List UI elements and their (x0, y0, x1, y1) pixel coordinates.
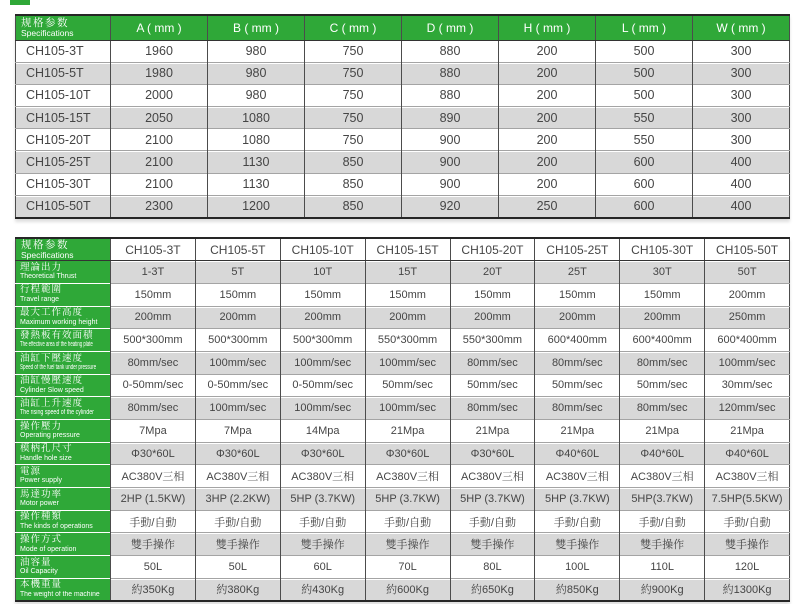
model-column-header: CH105-5T (195, 238, 280, 261)
dimension-value-cell: 980 (208, 40, 305, 62)
dimension-value-cell: 880 (402, 62, 499, 84)
spec-value-cell: 約1300Kg (705, 578, 790, 601)
spec-value-cell: 約900Kg (620, 578, 705, 601)
spec-value-cell: 雙手操作 (450, 533, 535, 556)
spec-value-cell: AC380V三相 (450, 465, 535, 488)
spec-value-cell: 約650Kg (450, 578, 535, 601)
spec-row-label (16, 442, 111, 465)
spec-row-label (16, 533, 111, 556)
spec-row-label-zh: 模柄孔尺寸 (20, 443, 73, 455)
dimension-value-cell: 1130 (208, 151, 305, 173)
spec-value-cell: 50mm/sec (620, 374, 705, 397)
spec-value-cell: AC380V三相 (280, 465, 365, 488)
spec-value-cell: 手動/自動 (195, 510, 280, 533)
spec-value-cell: 雙手操作 (365, 533, 450, 556)
dimension-value-cell: 980 (208, 84, 305, 106)
table-row (16, 173, 790, 195)
spec-value-cell: 21Mpa (705, 420, 790, 443)
spec-value-cell: 80mm/sec (535, 397, 620, 420)
spec-row-label-en: Maximum working height (20, 318, 98, 326)
spec-value-cell: 0-50mm/sec (111, 374, 196, 397)
dimension-value-cell: 880 (402, 40, 499, 62)
spec-row-label-en: Mode of operation (20, 545, 77, 553)
dimension-value-cell: 400 (693, 151, 790, 173)
spec-row-label-zh: 油缸上升速度 (20, 397, 84, 409)
spec-value-cell: AC380V三相 (365, 465, 450, 488)
dimension-value-cell: 550 (596, 129, 693, 151)
specifications-table (15, 237, 790, 602)
model-name-cell: CH105-5T (16, 62, 111, 84)
spec-value-cell: 雙手操作 (195, 533, 280, 556)
dimension-value-cell: 1980 (111, 62, 208, 84)
spec-row-label (16, 420, 111, 443)
spec-value-cell: 80mm/sec (450, 351, 535, 374)
spec-value-cell: 70L (365, 556, 450, 579)
spec-row-label-en: Cylinder Slow speed (20, 386, 84, 394)
table-row (16, 151, 790, 173)
model-column-header: CH105-3T (111, 238, 196, 261)
model-column-header: CH105-50T (705, 238, 790, 261)
spec-row-label-en: Oil Capacity (20, 568, 58, 576)
spec-value-cell: 500*300mm (111, 329, 196, 352)
spec-value-cell: 2HP (1.5KW) (111, 488, 196, 511)
dimension-value-cell: 600 (596, 173, 693, 195)
table-row (16, 420, 790, 443)
spec-value-cell: 150mm (365, 283, 450, 306)
spec-value-cell: 雙手操作 (705, 533, 790, 556)
spec-row-label-zh: 油缸慢壓速度 (20, 375, 84, 387)
spec-value-cell: 0-50mm/sec (195, 374, 280, 397)
spec-value-cell: 約350Kg (111, 578, 196, 601)
dimension-value-cell: 200 (499, 107, 596, 129)
spec-value-cell: 80mm/sec (450, 397, 535, 420)
spec-value-cell: 150mm (620, 283, 705, 306)
dimensions-table-header (16, 15, 790, 40)
spec-value-cell: 100mm/sec (280, 351, 365, 374)
dimension-value-cell: 1960 (111, 40, 208, 62)
dimension-value-cell: 750 (305, 62, 402, 84)
spec-value-cell: 50L (195, 556, 280, 579)
spec-row-label (16, 329, 111, 352)
model-column-header: CH105-25T (535, 238, 620, 261)
spec-value-cell: Φ30*60L (195, 442, 280, 465)
spec-value-cell: 50mm/sec (535, 374, 620, 397)
spec-value-cell: 100mm/sec (195, 351, 280, 374)
spec-value-cell: 5HP(3.7KW) (620, 488, 705, 511)
spec-value-cell: 200mm (705, 283, 790, 306)
dimension-value-cell: 850 (305, 195, 402, 217)
spec-value-cell: 7Mpa (111, 420, 196, 443)
spec-value-cell: 21Mpa (365, 420, 450, 443)
spec-value-cell: 150mm (280, 283, 365, 306)
dimension-value-cell: 890 (402, 107, 499, 129)
spec-value-cell: 手動/自動 (620, 510, 705, 533)
spec-value-cell: AC380V三相 (620, 465, 705, 488)
corner-label-en: Specifications (21, 27, 74, 38)
dimension-value-cell: 980 (208, 62, 305, 84)
dimension-column-header: B ( mm ) (208, 15, 305, 40)
spec-row-label-en: The kinds of operations (20, 522, 93, 530)
dimensions-table (15, 14, 790, 219)
spec-value-cell: 600*400mm (705, 329, 790, 352)
spec-value-cell: Φ30*60L (280, 442, 365, 465)
model-name-cell: CH105-25T (16, 151, 111, 173)
spec-value-cell: 30mm/sec (705, 374, 790, 397)
spec-value-cell: 50mm/sec (450, 374, 535, 397)
spec-value-cell: 雙手操作 (620, 533, 705, 556)
dimension-value-cell: 850 (305, 151, 402, 173)
dimension-value-cell: 850 (305, 173, 402, 195)
spec-value-cell: AC380V三相 (195, 465, 280, 488)
spec-value-cell: 14Mpa (280, 420, 365, 443)
dimension-value-cell: 900 (402, 151, 499, 173)
dimension-value-cell: 500 (596, 40, 693, 62)
dimension-value-cell: 400 (693, 195, 790, 217)
table-row (16, 351, 790, 374)
spec-value-cell: 約600Kg (365, 578, 450, 601)
dimension-value-cell: 1080 (208, 107, 305, 129)
spec-row-label-en: Power supply (20, 477, 63, 485)
dimension-value-cell: 600 (596, 151, 693, 173)
spec-value-cell: 約850Kg (535, 578, 620, 601)
spec-row-label (16, 306, 111, 329)
spec-value-cell: Φ30*60L (365, 442, 450, 465)
spec-row-label (16, 510, 111, 533)
dimension-value-cell: 550 (596, 107, 693, 129)
table-row (16, 283, 790, 306)
spec-row-label-zh: 本機重量 (20, 579, 63, 591)
spec-value-cell: 50T (705, 261, 790, 284)
specifications-table-body (16, 261, 790, 601)
model-name-cell: CH105-30T (16, 173, 111, 195)
spec-value-cell: 5T (195, 261, 280, 284)
dimension-value-cell: 300 (693, 62, 790, 84)
dimension-value-cell: 300 (693, 107, 790, 129)
dimension-column-header: A ( mm ) (111, 15, 208, 40)
dimension-value-cell: 500 (596, 84, 693, 106)
spec-value-cell: Φ40*60L (705, 442, 790, 465)
spec-value-cell: 200mm (111, 306, 196, 329)
model-name-cell: CH105-10T (16, 84, 111, 106)
dimension-value-cell: 1130 (208, 173, 305, 195)
spec-row-label-en: Operating pressure (20, 432, 80, 440)
table-row (16, 261, 790, 284)
spec-value-cell: 80mm/sec (111, 397, 196, 420)
spec-value-cell: 1-3T (111, 261, 196, 284)
dimension-value-cell: 500 (596, 62, 693, 84)
spec-value-cell: 5HP (3.7KW) (535, 488, 620, 511)
spec-row-label (16, 374, 111, 397)
dimension-value-cell: 920 (402, 195, 499, 217)
model-name-cell: CH105-15T (16, 107, 111, 129)
dimension-value-cell: 750 (305, 129, 402, 151)
dimension-column-header: L ( mm ) (596, 15, 693, 40)
spec-value-cell: 0-50mm/sec (280, 374, 365, 397)
spec-value-cell: 手動/自動 (365, 510, 450, 533)
spec-row-label (16, 488, 111, 511)
spec-value-cell: 100mm/sec (365, 397, 450, 420)
table-row (16, 40, 790, 62)
table-row (16, 62, 790, 84)
dimension-value-cell: 750 (305, 84, 402, 106)
spec-value-cell: 110L (620, 556, 705, 579)
spec-value-cell: 60L (280, 556, 365, 579)
dimension-value-cell: 200 (499, 40, 596, 62)
spec-value-cell: 15T (365, 261, 450, 284)
spec-value-cell: 80mm/sec (620, 397, 705, 420)
dimension-value-cell: 300 (693, 129, 790, 151)
spec-value-cell: 100mm/sec (705, 351, 790, 374)
spec-row-label-zh: 油缸下壓速度 (20, 352, 84, 364)
dimension-column-header: C ( mm ) (305, 15, 402, 40)
spec-value-cell: 500*300mm (280, 329, 365, 352)
table-row (16, 129, 790, 151)
spec-value-cell: 手動/自動 (535, 510, 620, 533)
table-row (16, 195, 790, 217)
spec-value-cell: Φ30*60L (111, 442, 196, 465)
spec-value-cell: 200mm (620, 306, 705, 329)
dimension-value-cell: 300 (693, 40, 790, 62)
spec-value-cell: 200mm (450, 306, 535, 329)
spec-value-cell: 雙手操作 (535, 533, 620, 556)
model-name-cell: CH105-3T (16, 40, 111, 62)
spec-value-cell: 100mm/sec (280, 397, 365, 420)
spec-value-cell: 150mm (450, 283, 535, 306)
spec-value-cell: 手動/自動 (280, 510, 365, 533)
dimension-value-cell: 900 (402, 129, 499, 151)
spec-value-cell: 150mm (195, 283, 280, 306)
spec-value-cell: 600*400mm (620, 329, 705, 352)
dimension-value-cell: 2100 (111, 129, 208, 151)
green-corner-mark (10, 0, 30, 5)
spec-value-cell: 30T (620, 261, 705, 284)
spec-value-cell: 50L (111, 556, 196, 579)
spec-value-cell: 雙手操作 (280, 533, 365, 556)
spec-value-cell: 80mm/sec (111, 351, 196, 374)
spec-value-cell: 手動/自動 (111, 510, 196, 533)
spec-value-cell: 550*300mm (450, 329, 535, 352)
spec-value-cell: 3HP (2.2KW) (195, 488, 280, 511)
table-row (16, 442, 790, 465)
spec-value-cell: AC380V三相 (111, 465, 196, 488)
dimension-column-header: H ( mm ) (499, 15, 596, 40)
spec-row-label-zh: 最大工作高度 (20, 307, 84, 319)
spec-value-cell: 20T (450, 261, 535, 284)
spec-value-cell: 100mm/sec (195, 397, 280, 420)
dimension-column-header: W ( mm ) (693, 15, 790, 40)
spec-row-label (16, 351, 111, 374)
table-row (16, 374, 790, 397)
dimension-value-cell: 1080 (208, 129, 305, 151)
dimension-value-cell: 880 (402, 84, 499, 106)
spec-value-cell: 120L (705, 556, 790, 579)
dimension-column-header: D ( mm ) (402, 15, 499, 40)
header-row (16, 238, 790, 261)
spec-value-cell: 150mm (111, 283, 196, 306)
spec-value-cell: 雙手操作 (111, 533, 196, 556)
spec-value-cell: 100L (535, 556, 620, 579)
table-row (16, 488, 790, 511)
spec-value-cell: Φ30*60L (450, 442, 535, 465)
spec-row-label-en: The rising speed of the cylinder (20, 409, 94, 417)
model-column-header: CH105-30T (620, 238, 705, 261)
spec-value-cell: 5HP (3.7KW) (365, 488, 450, 511)
spec-value-cell: 5HP (3.7KW) (280, 488, 365, 511)
dimension-value-cell: 2100 (111, 151, 208, 173)
spec-value-cell: 約430Kg (280, 578, 365, 601)
spec-value-cell: 500*300mm (195, 329, 280, 352)
spec-row-label-zh: 馬達功率 (20, 488, 63, 500)
spec-value-cell: 80L (450, 556, 535, 579)
spec-row-label (16, 578, 111, 601)
spec-value-cell: 200mm (365, 306, 450, 329)
spec-value-cell: 200mm (280, 306, 365, 329)
spec-value-cell: 80mm/sec (535, 351, 620, 374)
dimension-value-cell: 200 (499, 129, 596, 151)
dimension-value-cell: 200 (499, 84, 596, 106)
spec-value-cell: 21Mpa (450, 420, 535, 443)
spec-row-label-zh: 行程範圍 (20, 284, 63, 296)
dimension-value-cell: 600 (596, 195, 693, 217)
specifications-table-header (16, 238, 790, 261)
table-row (16, 578, 790, 601)
spec-value-cell: 100mm/sec (365, 351, 450, 374)
header-row (16, 15, 790, 40)
spec-row-label-zh: 油容量 (20, 556, 52, 568)
spec-row-label (16, 283, 111, 306)
dimension-value-cell: 250 (499, 195, 596, 217)
table-corner-header (16, 15, 111, 40)
spec-row-label-en: Theoretical Thrust (20, 273, 77, 281)
dimension-value-cell: 900 (402, 173, 499, 195)
spec-row-label (16, 397, 111, 420)
spec-row-label-zh: 理論出力 (20, 261, 63, 273)
spec-row-label-zh: 操作種類 (20, 511, 63, 523)
spec-value-cell: 7.5HP(5.5KW) (705, 488, 790, 511)
spec-value-cell: 25T (535, 261, 620, 284)
model-column-header: CH105-15T (365, 238, 450, 261)
dimensions-table-body (16, 40, 790, 218)
dimension-value-cell: 200 (499, 173, 596, 195)
spec-value-cell: 21Mpa (620, 420, 705, 443)
spec-value-cell: 21Mpa (535, 420, 620, 443)
spec-row-label-en: Travel range (20, 295, 60, 303)
spec-value-cell: 約380Kg (195, 578, 280, 601)
spec-row-label-zh: 發熱板有效面積 (20, 329, 94, 341)
dimension-value-cell: 2300 (111, 195, 208, 217)
table-row (16, 306, 790, 329)
spec-value-cell: Φ40*60L (535, 442, 620, 465)
spec-row-label-zh: 操作壓力 (20, 420, 63, 432)
table-row (16, 510, 790, 533)
table-row (16, 397, 790, 420)
model-name-cell: CH105-20T (16, 129, 111, 151)
spec-value-cell: 5HP (3.7KW) (450, 488, 535, 511)
table-row (16, 533, 790, 556)
spec-value-cell: AC380V三相 (705, 465, 790, 488)
model-column-header: CH105-20T (450, 238, 535, 261)
model-name-cell: CH105-50T (16, 195, 111, 217)
corner-label-zh: 规格参数 (21, 16, 69, 29)
spec-value-cell: Φ40*60L (620, 442, 705, 465)
spec-row-label (16, 465, 111, 488)
spec-value-cell: 50mm/sec (365, 374, 450, 397)
spec-row-label-zh: 電源 (20, 465, 42, 477)
table-row (16, 465, 790, 488)
spec-value-cell: AC380V三相 (535, 465, 620, 488)
dimension-value-cell: 2100 (111, 173, 208, 195)
table-row (16, 556, 790, 579)
corner-label-zh: 规格参数 (21, 238, 69, 251)
spec-value-cell: 手動/自動 (705, 510, 790, 533)
spec-value-cell: 250mm (705, 306, 790, 329)
spec-row-label-en: Handle hole size (20, 454, 72, 462)
dimension-value-cell: 2000 (111, 84, 208, 106)
dimension-value-cell: 200 (499, 62, 596, 84)
spec-value-cell: 120mm/sec (705, 397, 790, 420)
spec-row-label-en: The weight of the machine (20, 590, 100, 598)
dimension-value-cell: 1200 (208, 195, 305, 217)
table-row (16, 84, 790, 106)
spec-value-cell: 200mm (195, 306, 280, 329)
dimension-value-cell: 200 (499, 151, 596, 173)
dimension-value-cell: 400 (693, 173, 790, 195)
spec-value-cell: 80mm/sec (620, 351, 705, 374)
table-row (16, 107, 790, 129)
spec-value-cell: 600*400mm (535, 329, 620, 352)
dimension-value-cell: 750 (305, 107, 402, 129)
dimension-value-cell: 750 (305, 40, 402, 62)
spec-row-label-en: Speed of the fuel tank under pressure (20, 364, 97, 372)
spec-value-cell: 7Mpa (195, 420, 280, 443)
spec-row-label (16, 261, 111, 284)
spec-value-cell: 150mm (535, 283, 620, 306)
spec-value-cell: 200mm (535, 306, 620, 329)
corner-label-en: Specifications (21, 249, 74, 260)
spec-row-label-en: Motor power (20, 500, 59, 508)
spec-row-label-zh: 操作方式 (20, 534, 63, 546)
table-corner-header (16, 238, 111, 261)
spec-value-cell: 10T (280, 261, 365, 284)
spec-value-cell: 550*300mm (365, 329, 450, 352)
model-column-header: CH105-10T (280, 238, 365, 261)
dimension-value-cell: 2050 (111, 107, 208, 129)
spec-row-label-en: The effective area of the heating plate (20, 341, 93, 349)
dimension-value-cell: 300 (693, 84, 790, 106)
table-row (16, 329, 790, 352)
spec-value-cell: 手動/自動 (450, 510, 535, 533)
spec-row-label (16, 556, 111, 579)
